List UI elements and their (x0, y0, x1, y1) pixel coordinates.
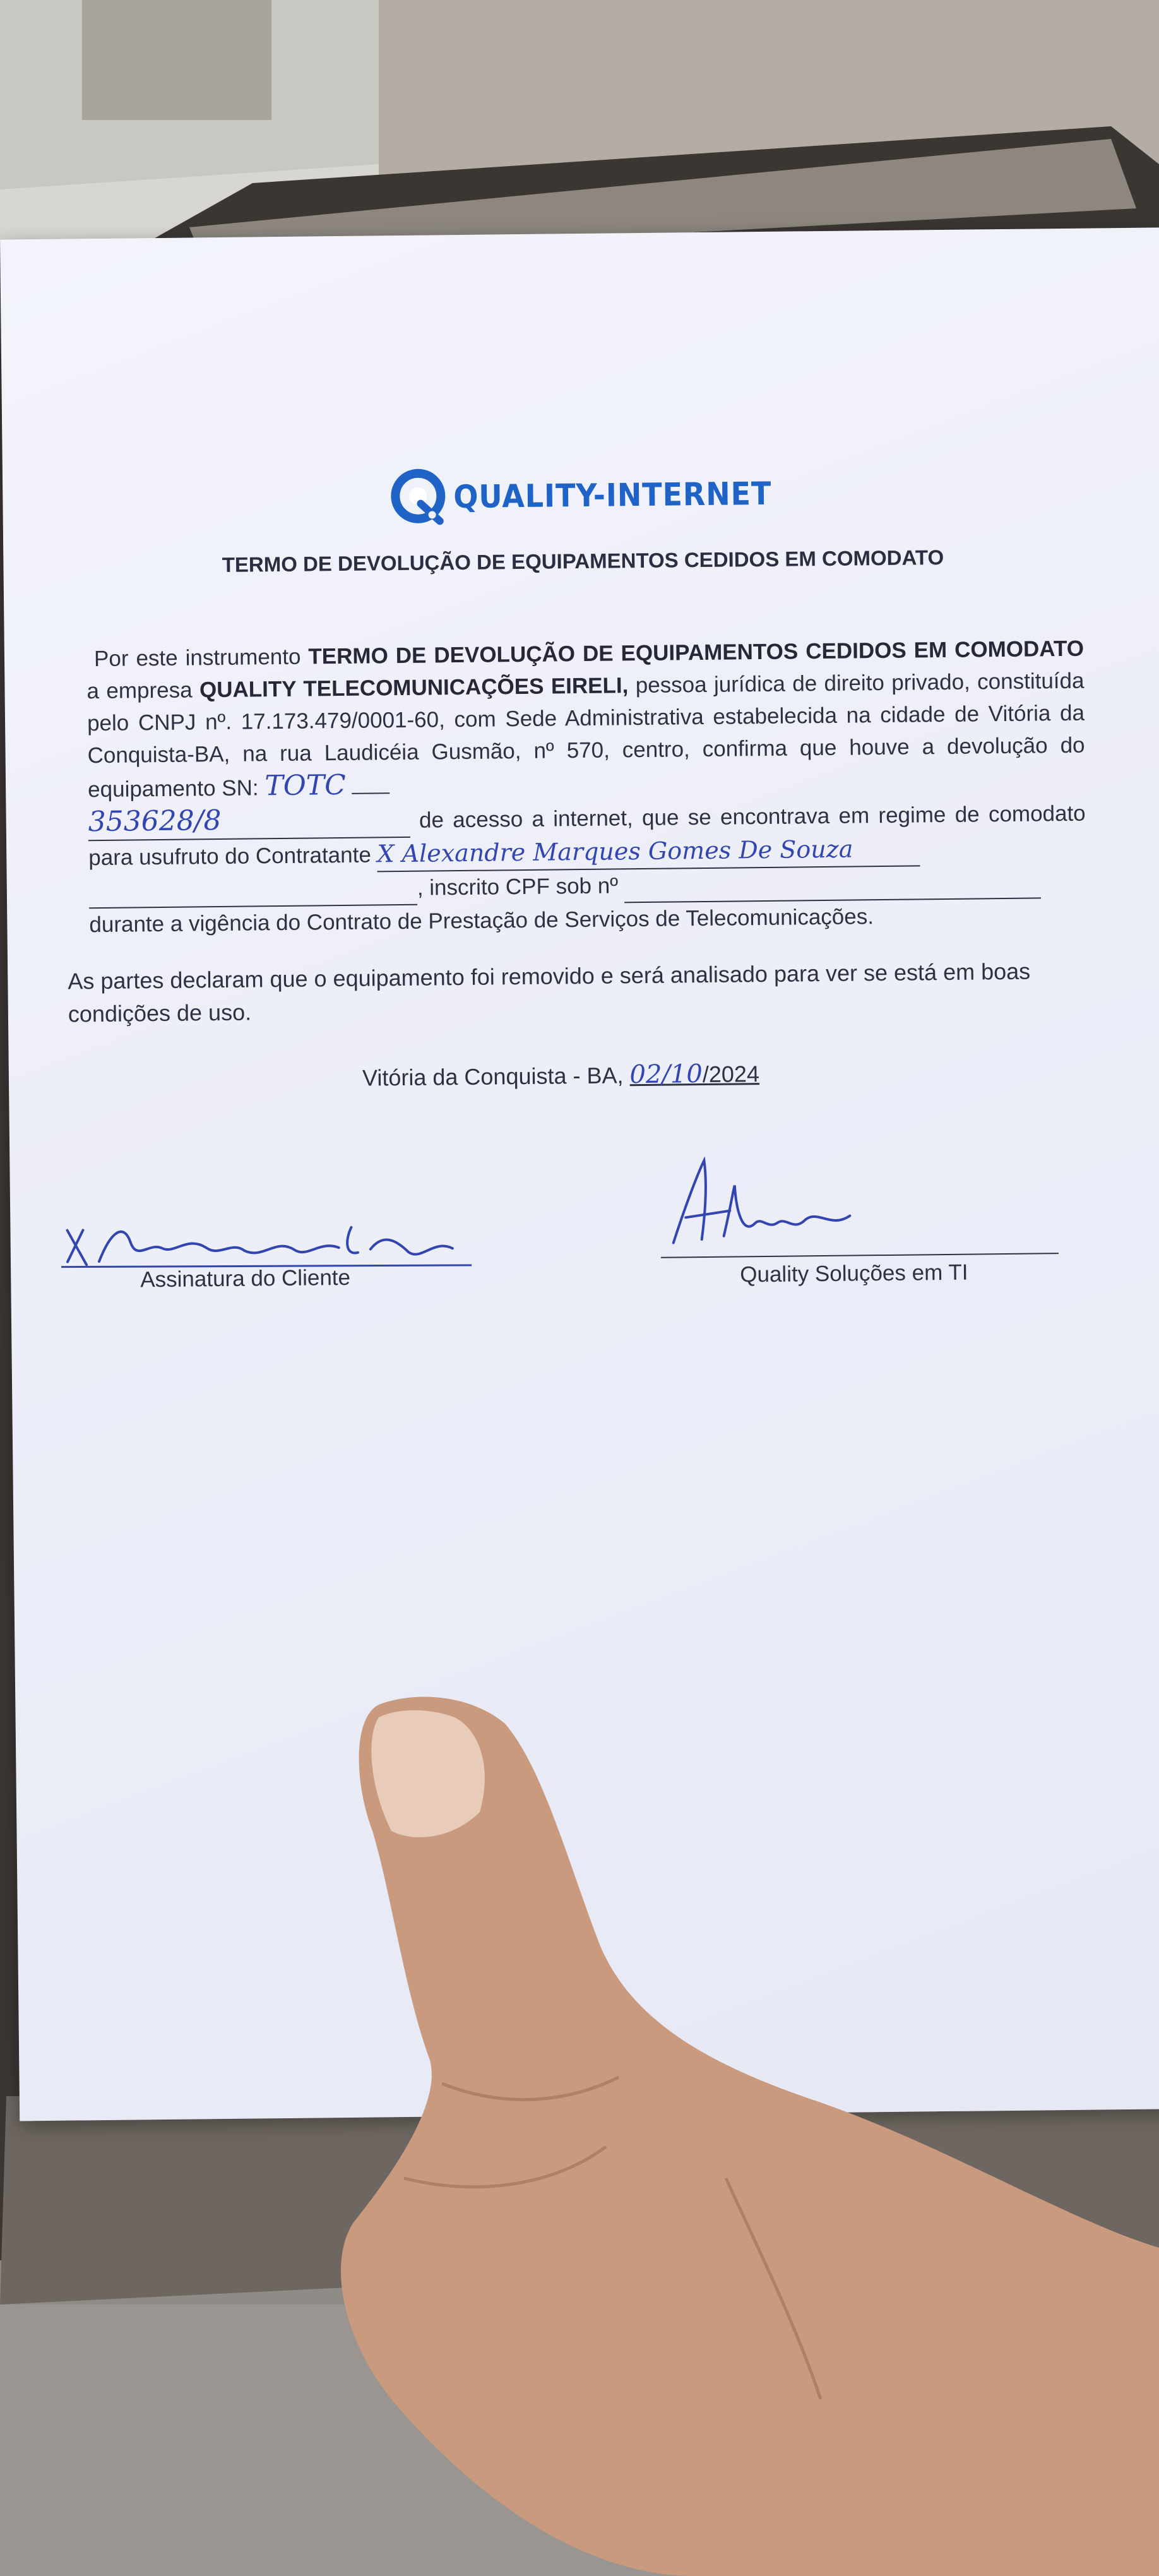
document-body (86, 633, 1087, 941)
cpf-blank (624, 865, 1041, 903)
body-term-name: TERMO DE DEVOLUÇÃO DE EQUIPAMENTOS CEDIDOS EM COMODATO (308, 636, 1085, 669)
date-value (629, 1061, 759, 1088)
contractor-handwritten: X Alexandre Marques Gomes De Souza (377, 835, 853, 868)
contractor-blank-2 (89, 872, 418, 909)
company-signature-label: Quality Soluções em TI (740, 1260, 968, 1287)
body-company-name: QUALITY TELECOMUNICAÇÕES EIRELI, (199, 673, 629, 703)
date-handwritten: 02/10 (629, 1059, 703, 1090)
date-line (362, 1059, 759, 1092)
declaration-text: As partes declaram que o equipamento foi removido e será analisado para ver se está em boas condições de uso. (68, 958, 1031, 1027)
body-intro: Por este instrumento (93, 644, 301, 672)
serial-handwritten-1: TOTC (264, 768, 347, 802)
logo-text: QUALITY-INTERNET (453, 475, 772, 516)
date-prefix: Vitória da Conquista - BA, (362, 1062, 624, 1091)
company-logo (388, 462, 800, 529)
company-signature (660, 1146, 863, 1255)
body-access-text: de acesso a internet, que se encontrava em regime de comodato para usufruto do Contratante (88, 801, 1086, 871)
document-sheet (0, 227, 1159, 2121)
body-company-lead: a empresa (86, 677, 193, 704)
date-year: /2024 (702, 1061, 760, 1088)
client-signature-label: Assinatura do Cliente (140, 1265, 351, 1292)
contractor-blank (377, 832, 920, 872)
serial-handwritten-2: 353628/8 (88, 804, 222, 838)
body-cpf-text: , inscrito CPF sob nº (417, 873, 619, 900)
body-company-details: pessoa jurídica de direito privado, constituída pelo CNPJ nº. 17.173.479/0001-60, com Sede Administrativa estabelecida na cidade de Vitória da Conquista-BA, na rua Laudicéia Gusmão, nº 570, centro, confirma que houve a devolução do equipamento SN: (86, 668, 1085, 802)
serial-blank-2 (88, 802, 410, 841)
body-closing: durante a vigência do Contrato de Prestação de Serviços de Telecomunicações. (89, 904, 874, 938)
quality-q-icon (388, 465, 451, 529)
serial-blank-1 (352, 792, 390, 794)
document-title: TERMO DE DEVOLUÇÃO DE EQUIPAMENTOS CEDIDOS EM COMODATO (222, 545, 944, 576)
